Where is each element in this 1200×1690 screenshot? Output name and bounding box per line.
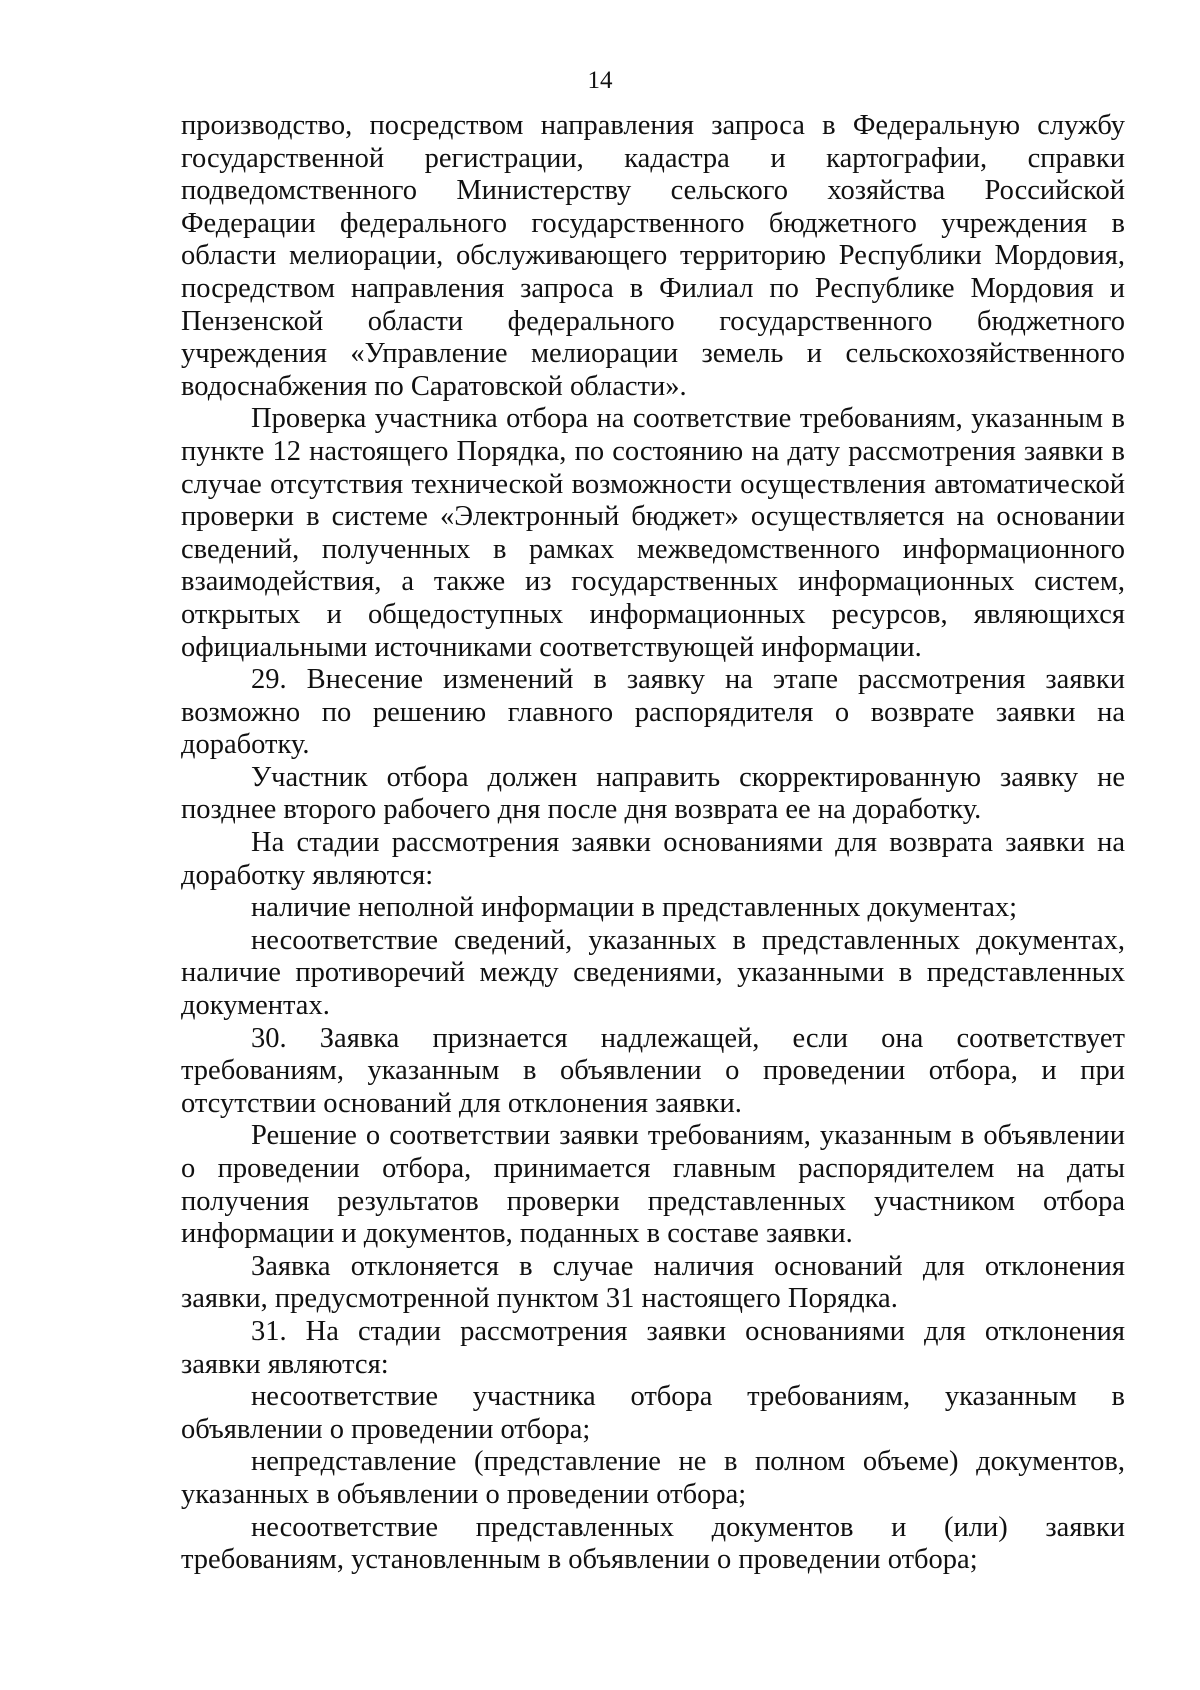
document-body (181, 110, 1125, 1577)
paragraph: 31. На стадии рассмотрения заявки основаниями для отклонения заявки являются: (181, 1315, 1125, 1380)
paragraph: наличие неполной информации в представленных документах; (251, 892, 1018, 924)
paragraph: Решение о соответствии заявки требованиям, указанным в объявлении о проведении отбора, принимается главным распорядителем на даты получения результатов проверки представленных участником отбора информации и документов, поданных в составе заявки. (181, 1120, 1125, 1250)
paragraph: непредставление (представление не в полном объеме) документов, указанных в объявлении о проведении отбора; (181, 1446, 1125, 1510)
paragraph: 29. Внесение изменений в заявку на этапе рассмотрения заявки возможно по решению главного распорядителя о возврате заявки на доработку. (181, 664, 1125, 761)
paragraph: несоответствие сведений, указанных в представленных документах, наличие противоречий между сведениями, указанными в представленных документах. (181, 924, 1125, 1022)
paragraph: Участник отбора должен направить скорректированную заявку не позднее второго рабочего дня после дня возврата ее на доработку. (181, 761, 1125, 826)
paragraph: производство, посредством направления запроса в Федеральную службу государственной регистрации, кадастра и картографии, справки подведомственного Министерству сельского хозяйства Российской Федерации федерального государственного бюджетного учреждения в области мелиорации, обслуживающего территорию Республики Мордовия, посредством направления запроса в Филиал по Республике Мордовия и Пензенской области федерального государственного бюджетного учреждения «Управление мелиорации земель и сельскохозяйственного водоснабжения по Саратовской области». (181, 110, 1125, 402)
paragraph: На стадии рассмотрения заявки основаниями для возврата заявки на доработку являются: (181, 827, 1125, 891)
page-number: 14 (587, 67, 613, 94)
paragraph: Проверка участника отбора на соответствие требованиям, указанным в пункте 12 настоящего Порядка, по состоянию на дату рассмотрения заявки в случае отсутствия технической возможности осуществления автоматической проверки в системе «Электронный бюджет» осуществляется на основании сведений, полученных в рамках межведомственного информационного взаимодействия, а также из государственных информационных систем, открытых и общедоступных информационных ресурсов, являющихся официальными источниками соответствующей информации. (181, 403, 1125, 663)
paragraph: Заявка отклоняется в случае наличия оснований для отклонения заявки, предусмотренной пунктом 31 настоящего Порядка. (181, 1250, 1125, 1315)
paragraph: несоответствие участника отбора требованиям, указанным в объявлении о проведении отбора; (181, 1381, 1125, 1445)
paragraph: 30. Заявка признается надлежащей, если она соответствует требованиям, указанным в объявлении о проведении отбора, и при отсутствии оснований для отклонения заявки. (181, 1022, 1125, 1119)
paragraph: несоответствие представленных документов и (или) заявки требованиям, установленным в объявлении о проведении отбора; (181, 1511, 1125, 1576)
